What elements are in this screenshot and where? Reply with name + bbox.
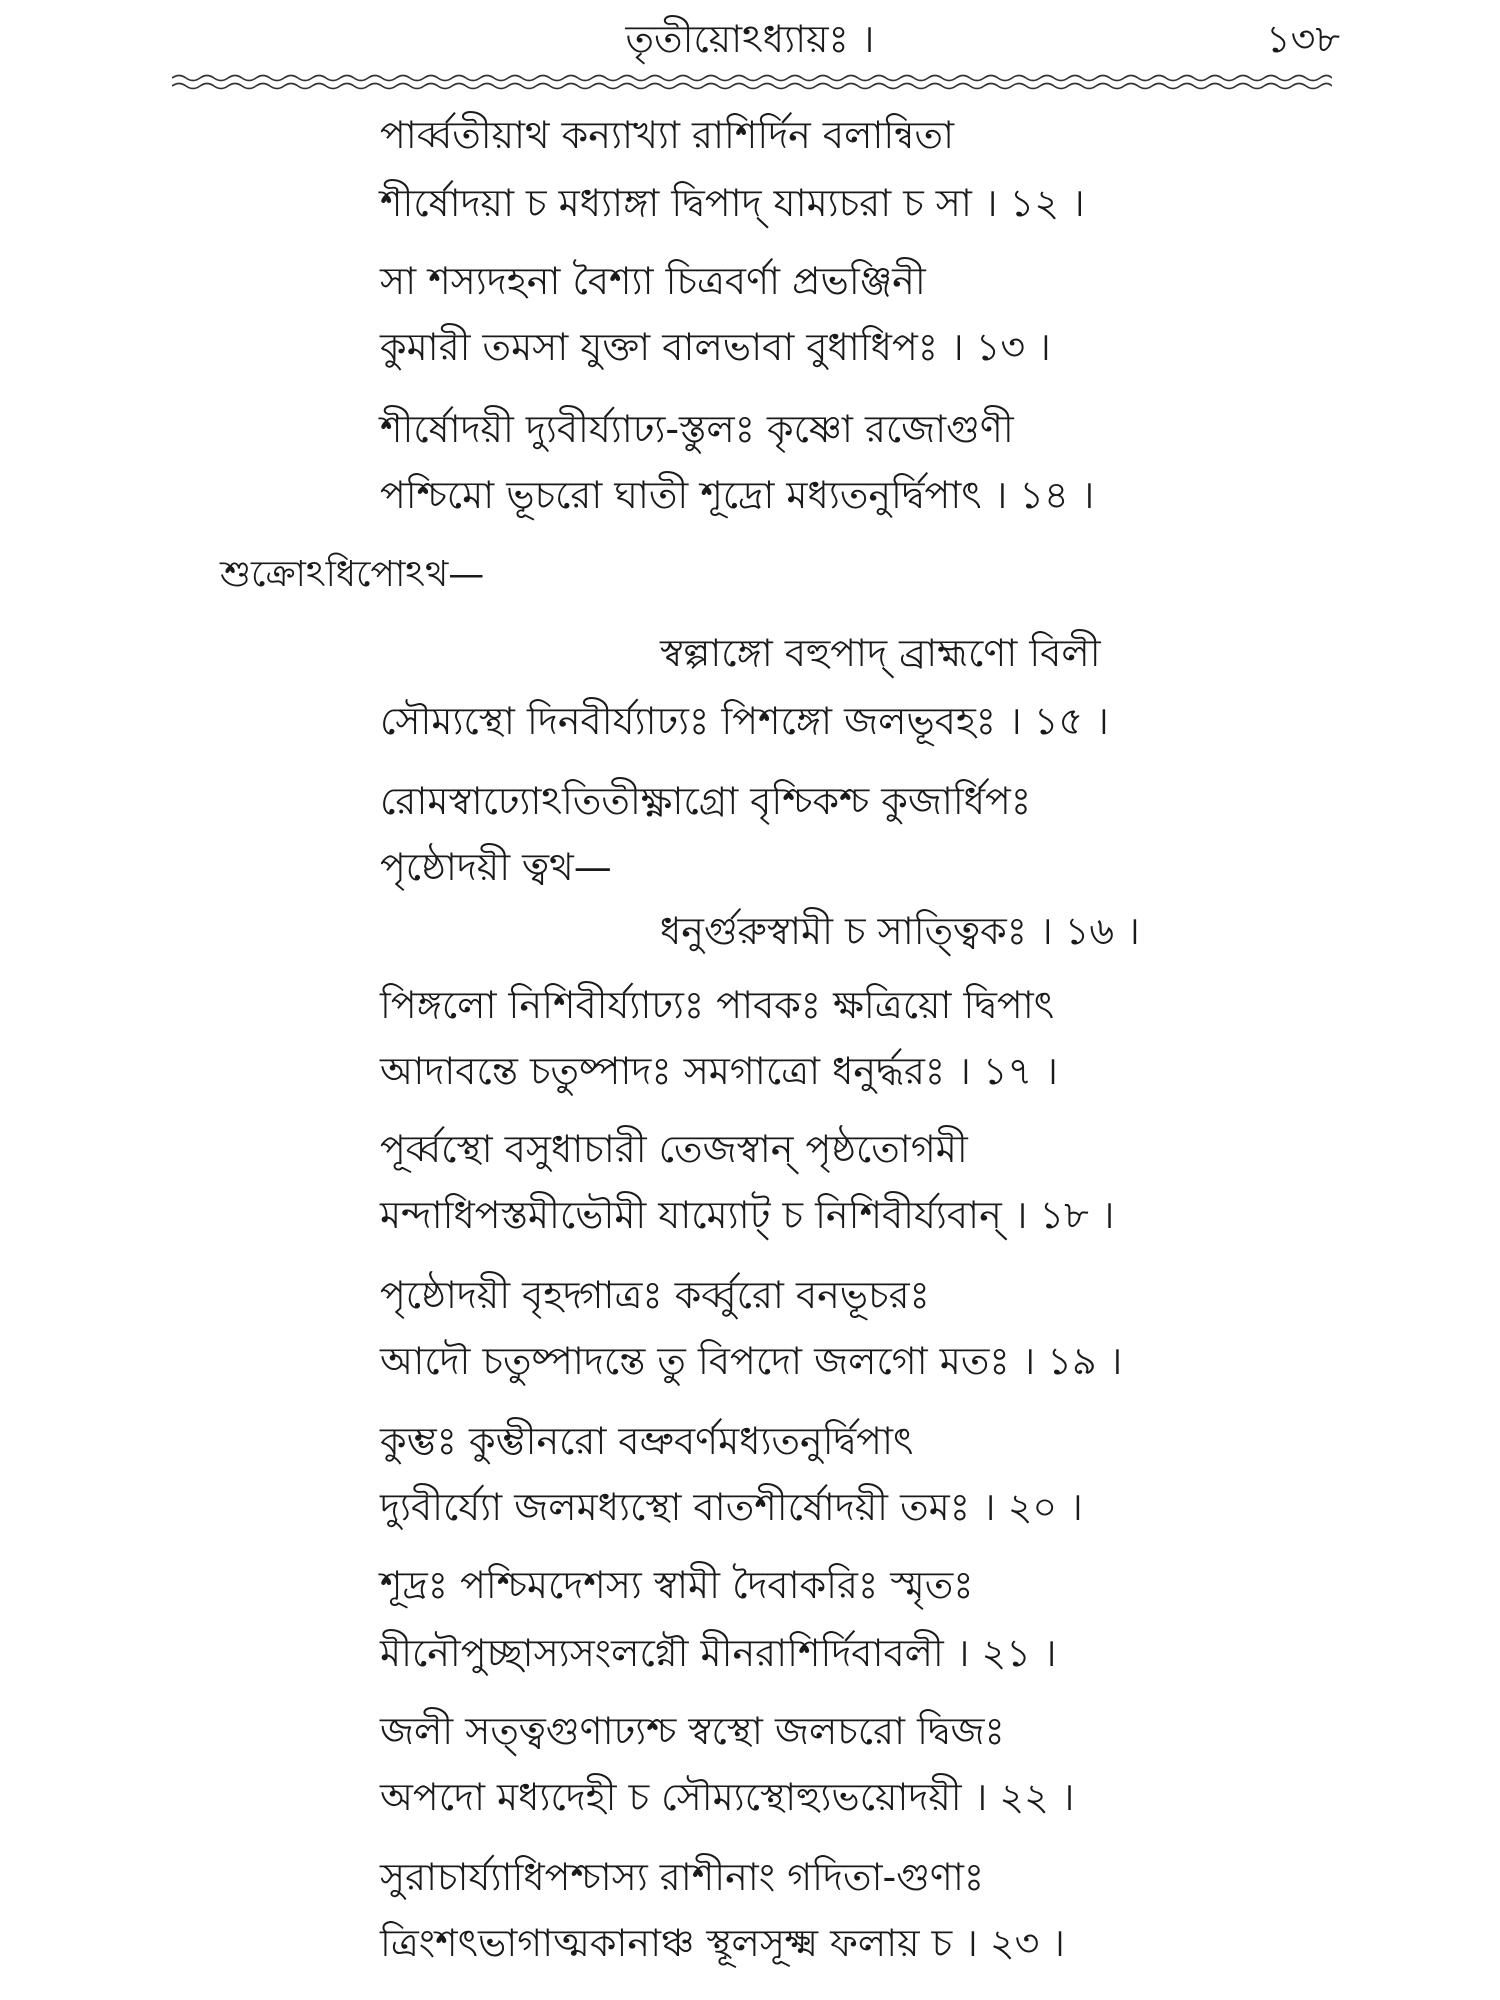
verse-12-line-2: শীর্ষোদয়া চ মধ্যাঙ্গা দ্বিপাদ্ যাম্যচরা চ সা । ১২ ।	[380, 181, 1085, 225]
verse-13-line-1: সা শস্যদহনা বৈশ্যা চিত্রবর্ণা প্রভঞ্জিনী	[380, 259, 926, 303]
verse-13-line-2: কুমারী তমসা যুক্তা বালভাবা বুধাধিপঃ । ১৩ ।	[380, 325, 1051, 369]
verse-23-line-1: সুরাচার্য্যাধিপশ্চাস্য রাশীনাং গদিতা-গুণাঃ	[380, 1855, 985, 1899]
verse-19-line-1: পৃষ্ঠোদয়ী বৃহদ্গাত্রঃ কর্ব্বুরো বনভূচরঃ	[380, 1273, 930, 1317]
verse-17-line-1: পিঙ্গলো নিশিবীর্য্যাঢ্যঃ পাবকঃ ক্ষত্রিয়ো দ্বিপাৎ	[380, 983, 1055, 1027]
page-number: ১৩৮	[1265, 17, 1340, 61]
verse-22-line-2: অপদো মধ্যদেহী চ সৌম্যস্থোহ্যুভয়োদয়ী । ২২ ।	[380, 1775, 1075, 1819]
verse-20-line-1: কুম্ভঃ কুম্ভীনরো বভ্রুবর্ণমধ্যতনুর্দ্বিপাৎ	[380, 1419, 914, 1463]
verse-15-line-2: সৌম্যস্থো দিনবীর্য্যাঢ্যঃ পিশঙ্গো জলভূবহঃ । ১৫ ।	[380, 699, 1109, 743]
header-rule	[172, 72, 1332, 92]
verse-21-line-2: মীনৌপুচ্ছাস্যসংলগ্নৌ মীনরাশির্দিবাবলী । ২১ ।	[380, 1631, 1057, 1675]
verse-12-line-1: পার্ব্বতীয়াথ কন্যাখ্যা রাশির্দিন বলান্বিতা	[380, 113, 954, 157]
verse-22-line-1: জলী সত্ত্বগুণাঢ্যশ্চ স্বস্থো জলচরো দ্বিজঃ	[380, 1709, 1005, 1753]
verse-23-line-2: ত্রিংশৎভাগাত্মকানাঞ্চ স্থূলসূক্ষ্ম ফলায় চ । ২৩ ।	[380, 1921, 1065, 1965]
verse-16-line-1: রোমস্বাঢ্যোঽতিতীক্ষ্ণাগ্রো বৃশ্চিকশ্চ কুজার্ধিপঃ	[380, 779, 1032, 823]
section-heading: শুক্রোঽধিপোঽথ—	[220, 554, 485, 595]
verse-19-line-2: আদৌ চতুষ্পাদন্তে তু বিপদো জলগো মতঃ । ১৯ ।	[380, 1339, 1123, 1383]
verse-14-line-1: শীর্ষোদয়ী দ্যুবীর্য্যাঢ্য-স্তুলঃ কৃষ্ণো রজোগুণী	[380, 407, 1014, 451]
verse-17-line-2: আদাবন্তে চতুষ্পাদঃ সমগাত্রো ধনুর্দ্ধরঃ । ১৭ ।	[380, 1049, 1058, 1093]
verse-16-line-3: ধনুর্গুরুস্বামী চ সাত্ত্বিকঃ । ১৬ ।	[660, 909, 1140, 953]
verse-21-line-1: শূদ্রঃ পশ্চিমদেশস্য স্বামী দৈবাকরিঃ স্মৃতঃ	[380, 1563, 974, 1607]
verse-15-line-1: স্বল্পাঙ্গো বহুপাদ্ ব্রাহ্মণো বিলী	[660, 631, 1101, 675]
verse-14-line-2: পশ্চিমো ভূচরো ঘাতী শূদ্রো মধ্যতনুর্দ্বিপাৎ । ১৪ ।	[380, 473, 1095, 517]
verse-18-line-1: পূর্ব্বস্থো বসুধাচারী তেজস্বান্ পৃষ্ঠতোগমী	[380, 1127, 968, 1171]
verse-18-line-2: মন্দাধিপস্তমীভৌমী যাম্যোট্ চ নিশিবীর্য্যবান্ । ১৮ ।	[380, 1193, 1115, 1237]
verse-16-line-2: পৃষ্ঠোদয়ী ত্বথ—	[380, 845, 612, 889]
verse-20-line-2: দ্যুবীর্য্যো জলমধ্যস্থো বাতশীর্ষোদয়ী তমঃ । ২০ ।	[380, 1485, 1083, 1529]
running-header-title: তৃতীয়োঽধ্যায়ঃ ।	[625, 17, 875, 61]
